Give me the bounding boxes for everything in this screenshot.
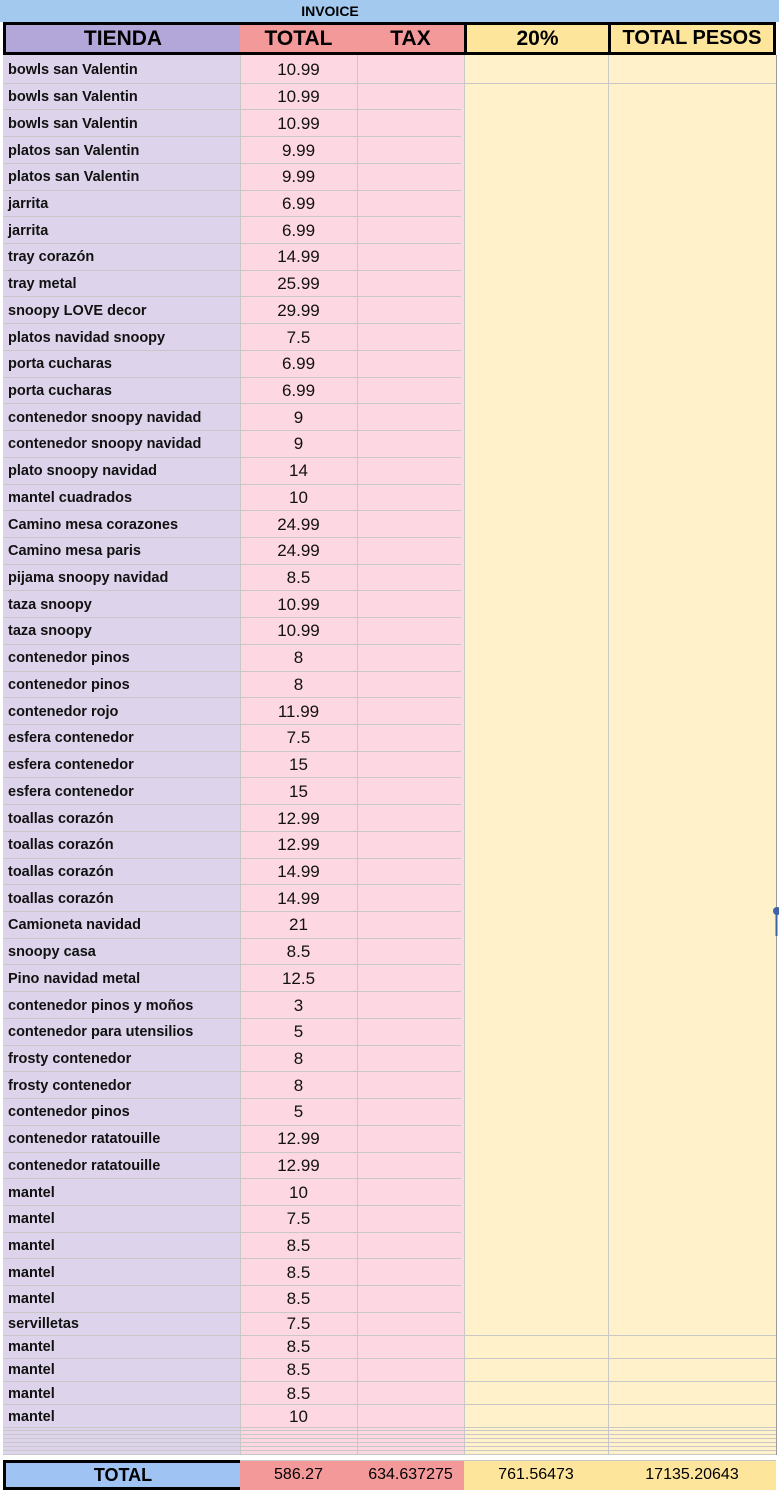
drag-handle-icon[interactable] bbox=[771, 906, 779, 936]
item-name-cell[interactable]: contenedor pinos y moños bbox=[8, 997, 194, 1014]
item-name-cell[interactable]: taza snoopy bbox=[8, 596, 92, 613]
table-row[interactable] bbox=[3, 110, 776, 137]
item-total-cell[interactable]: 7.5 bbox=[286, 1209, 311, 1229]
table-row[interactable] bbox=[3, 404, 776, 431]
table-row[interactable] bbox=[3, 1313, 776, 1336]
item-total-cell[interactable]: 10.99 bbox=[277, 113, 320, 133]
item-name-cell[interactable]: Camino mesa corazones bbox=[8, 516, 179, 533]
table-row[interactable] bbox=[3, 511, 776, 538]
table-row[interactable] bbox=[3, 1359, 776, 1382]
item-name-cell[interactable]: taza snoopy bbox=[8, 623, 92, 640]
table-row[interactable] bbox=[3, 565, 776, 592]
table-row[interactable] bbox=[3, 1019, 776, 1046]
footer-20-percent-value[interactable]: 761.56473 bbox=[464, 1460, 608, 1490]
table-row[interactable] bbox=[3, 378, 776, 405]
item-name-cell[interactable]: plato snoopy navidad bbox=[8, 463, 158, 480]
item-total-cell[interactable]: 8.5 bbox=[286, 1383, 311, 1403]
item-name-cell[interactable]: contenedor ratatouille bbox=[8, 1131, 161, 1148]
item-name-cell[interactable]: porta cucharas bbox=[8, 356, 112, 373]
item-total-cell[interactable]: 10 bbox=[289, 1182, 308, 1202]
table-row[interactable] bbox=[3, 1382, 776, 1405]
item-name-cell[interactable]: platos san Valentin bbox=[8, 142, 140, 159]
item-name-cell[interactable]: esfera contenedor bbox=[8, 757, 134, 774]
empty-row-line bbox=[3, 1446, 776, 1447]
item-total-cell[interactable]: 12.99 bbox=[277, 1155, 320, 1175]
item-total-cell[interactable]: 5 bbox=[293, 1102, 304, 1122]
table-row[interactable] bbox=[3, 645, 776, 672]
table-row[interactable] bbox=[3, 137, 776, 164]
item-name-cell[interactable]: toallas corazón bbox=[8, 890, 114, 907]
item-name-cell[interactable]: toallas corazón bbox=[8, 863, 114, 880]
item-total-cell[interactable]: 10 bbox=[289, 1406, 308, 1426]
item-total-cell[interactable]: 14.99 bbox=[277, 888, 320, 908]
empty-row-line bbox=[3, 1434, 776, 1435]
item-name-cell[interactable]: contenedor snoopy navidad bbox=[8, 409, 202, 426]
item-total-cell[interactable]: 9 bbox=[293, 434, 304, 454]
table-row[interactable] bbox=[3, 244, 776, 271]
table-row[interactable] bbox=[3, 297, 776, 324]
item-name-cell[interactable]: jarrita bbox=[8, 222, 49, 239]
table-row[interactable] bbox=[3, 992, 776, 1019]
item-name-cell[interactable]: mantel bbox=[8, 1291, 55, 1308]
item-name-cell[interactable]: toallas corazón bbox=[8, 810, 114, 827]
item-total-cell[interactable]: 12.99 bbox=[277, 1129, 320, 1149]
item-name-cell[interactable]: mantel bbox=[8, 1362, 55, 1379]
item-total-cell[interactable]: 9 bbox=[293, 407, 304, 427]
item-name-cell[interactable]: porta cucharas bbox=[8, 382, 112, 399]
table-row[interactable] bbox=[3, 324, 776, 351]
table-row[interactable] bbox=[3, 57, 776, 84]
item-total-cell[interactable]: 10 bbox=[289, 487, 308, 507]
item-name-cell[interactable]: contenedor rojo bbox=[8, 703, 119, 720]
empty-row-line bbox=[3, 1438, 776, 1439]
item-total-cell[interactable]: 8.5 bbox=[286, 1360, 311, 1380]
item-total-cell[interactable]: 7.5 bbox=[286, 327, 311, 347]
table-row[interactable] bbox=[3, 1206, 776, 1233]
item-total-cell[interactable]: 7.5 bbox=[286, 728, 311, 748]
item-name-cell[interactable]: snoopy casa bbox=[8, 944, 96, 961]
empty-row-line bbox=[3, 1454, 776, 1455]
item-name-cell[interactable]: mantel bbox=[8, 1238, 55, 1255]
table-row[interactable] bbox=[3, 859, 776, 886]
item-name-cell[interactable]: mantel bbox=[8, 1385, 55, 1402]
item-total-cell[interactable]: 10.99 bbox=[277, 87, 320, 107]
item-total-cell[interactable]: 8.5 bbox=[286, 1289, 311, 1309]
item-total-cell[interactable]: 15 bbox=[289, 781, 308, 801]
item-total-cell[interactable]: 5 bbox=[293, 1022, 304, 1042]
item-name-cell[interactable]: esfera contenedor bbox=[8, 730, 134, 747]
table-row[interactable] bbox=[3, 1405, 776, 1428]
table-row[interactable] bbox=[3, 1153, 776, 1180]
item-name-cell[interactable]: frosty contenedor bbox=[8, 1077, 132, 1094]
header-tax[interactable]: TAX bbox=[357, 22, 464, 55]
item-total-cell[interactable]: 14.99 bbox=[277, 247, 320, 267]
item-total-cell[interactable]: 8.5 bbox=[286, 1236, 311, 1256]
item-name-cell[interactable]: contenedor ratatouille bbox=[8, 1157, 161, 1174]
item-name-cell[interactable]: pijama snoopy navidad bbox=[8, 570, 169, 587]
table-row[interactable] bbox=[3, 217, 776, 244]
table-row[interactable] bbox=[3, 1046, 776, 1073]
item-name-cell[interactable]: snoopy LOVE decor bbox=[8, 302, 147, 319]
table-row[interactable] bbox=[3, 164, 776, 191]
table-row[interactable] bbox=[3, 939, 776, 966]
empty-row-line bbox=[3, 1450, 776, 1451]
table-row[interactable] bbox=[3, 538, 776, 565]
item-name-cell[interactable]: tray corazón bbox=[8, 249, 95, 266]
header-total-pesos[interactable]: TOTAL PESOS bbox=[608, 22, 776, 55]
table-row[interactable] bbox=[3, 805, 776, 832]
footer-total-label[interactable]: TOTAL bbox=[3, 1460, 243, 1490]
row-divider bbox=[3, 1427, 776, 1428]
table-row[interactable] bbox=[3, 1286, 776, 1313]
footer-total-pesos-value[interactable]: 17135.20643 bbox=[608, 1460, 776, 1490]
item-total-cell[interactable]: 8.5 bbox=[286, 1262, 311, 1282]
table-row[interactable] bbox=[3, 912, 776, 939]
item-total-cell[interactable]: 14 bbox=[289, 461, 308, 481]
empty-row-line bbox=[3, 1442, 776, 1443]
header-total[interactable]: TOTAL bbox=[240, 22, 360, 55]
item-total-cell[interactable]: 12.99 bbox=[277, 835, 320, 855]
item-name-cell[interactable]: toallas corazón bbox=[8, 837, 114, 854]
footer-tax-value[interactable]: 634.637275 bbox=[357, 1460, 464, 1490]
item-total-cell[interactable]: 10.99 bbox=[277, 594, 320, 614]
item-total-cell[interactable]: 10.99 bbox=[277, 621, 320, 641]
table-row[interactable] bbox=[3, 698, 776, 725]
item-total-cell[interactable]: 24.99 bbox=[277, 514, 320, 534]
table-row[interactable] bbox=[3, 1336, 776, 1359]
table-row[interactable] bbox=[3, 351, 776, 378]
item-name-cell[interactable]: Pino navidad metal bbox=[8, 970, 141, 987]
item-name-cell[interactable]: mantel bbox=[8, 1264, 55, 1281]
item-name-cell[interactable]: contenedor para utensilios bbox=[8, 1024, 194, 1041]
item-total-cell[interactable]: 8 bbox=[293, 1048, 304, 1068]
table-row[interactable] bbox=[3, 1179, 776, 1206]
item-name-cell[interactable]: platos san Valentin bbox=[8, 169, 140, 186]
footer-total-value[interactable]: 586.27 bbox=[240, 1460, 357, 1490]
item-name-cell[interactable]: jarrita bbox=[8, 195, 49, 212]
item-total-cell[interactable]: 6.99 bbox=[281, 193, 316, 213]
item-total-cell[interactable]: 9.99 bbox=[281, 140, 316, 160]
item-name-cell[interactable]: esfera contenedor bbox=[8, 783, 134, 800]
empty-row-line bbox=[3, 1430, 776, 1431]
table-row[interactable] bbox=[3, 84, 776, 111]
item-total-cell[interactable]: 6.99 bbox=[281, 380, 316, 400]
item-name-cell[interactable]: mantel bbox=[8, 1339, 55, 1356]
table-row[interactable] bbox=[3, 458, 776, 485]
item-name-cell[interactable]: bowls san Valentin bbox=[8, 115, 138, 132]
table-row[interactable] bbox=[3, 752, 776, 779]
item-total-cell[interactable]: 24.99 bbox=[277, 541, 320, 561]
item-name-cell[interactable]: bowls san Valentin bbox=[8, 89, 138, 106]
table-row[interactable] bbox=[3, 1099, 776, 1126]
table-row[interactable] bbox=[3, 725, 776, 752]
header-tienda[interactable]: TIENDA bbox=[3, 22, 243, 55]
item-total-cell[interactable]: 8.5 bbox=[286, 942, 311, 962]
table-row[interactable] bbox=[3, 778, 776, 805]
item-name-cell[interactable]: contenedor snoopy navidad bbox=[8, 436, 202, 453]
table-row[interactable] bbox=[3, 1259, 776, 1286]
item-total-cell[interactable]: 10.99 bbox=[277, 60, 320, 80]
table-row[interactable] bbox=[3, 1126, 776, 1153]
item-name-cell[interactable]: mantel bbox=[8, 1408, 55, 1425]
item-name-cell[interactable]: contenedor pinos bbox=[8, 676, 130, 693]
table-row[interactable] bbox=[3, 191, 776, 218]
item-total-cell[interactable]: 9.99 bbox=[281, 167, 316, 187]
item-total-cell[interactable]: 29.99 bbox=[277, 300, 320, 320]
table-row[interactable] bbox=[3, 1072, 776, 1099]
grid-line bbox=[776, 55, 777, 1455]
table-row[interactable] bbox=[3, 832, 776, 859]
item-total-cell[interactable]: 8.5 bbox=[286, 568, 311, 588]
item-total-cell[interactable]: 8 bbox=[293, 1075, 304, 1095]
item-name-cell[interactable]: mantel bbox=[8, 1184, 55, 1201]
table-row[interactable] bbox=[3, 618, 776, 645]
item-total-cell[interactable]: 7.5 bbox=[286, 1314, 311, 1334]
table-row[interactable] bbox=[3, 1233, 776, 1260]
item-name-cell[interactable]: contenedor pinos bbox=[8, 1104, 130, 1121]
header-20-percent[interactable]: 20% bbox=[464, 22, 611, 55]
item-total-cell[interactable]: 12.5 bbox=[281, 968, 316, 988]
item-total-cell[interactable]: 8.5 bbox=[286, 1337, 311, 1357]
item-name-cell[interactable]: platos navidad snoopy bbox=[8, 329, 166, 346]
invoice-title: INVOICE bbox=[301, 3, 359, 19]
item-total-cell[interactable]: 8 bbox=[293, 648, 304, 668]
item-name-cell[interactable]: frosty contenedor bbox=[8, 1050, 132, 1067]
item-name-cell[interactable]: servilletas bbox=[8, 1316, 79, 1333]
item-name-cell[interactable]: Camino mesa paris bbox=[8, 543, 141, 560]
item-name-cell[interactable]: Camioneta navidad bbox=[8, 917, 141, 934]
sheet-left-edge bbox=[0, 55, 3, 1495]
item-total-cell[interactable]: 21 bbox=[289, 915, 308, 935]
table-row[interactable] bbox=[3, 485, 776, 512]
table-row[interactable] bbox=[3, 431, 776, 458]
table-row[interactable] bbox=[3, 672, 776, 699]
item-total-cell[interactable]: 14.99 bbox=[277, 861, 320, 881]
item-name-cell[interactable]: mantel bbox=[8, 1211, 55, 1228]
table-row[interactable] bbox=[3, 965, 776, 992]
item-total-cell[interactable]: 25.99 bbox=[277, 274, 320, 294]
item-name-cell[interactable]: tray metal bbox=[8, 276, 77, 293]
item-total-cell[interactable]: 3 bbox=[293, 995, 304, 1015]
item-total-cell[interactable]: 6.99 bbox=[281, 354, 316, 374]
table-row[interactable] bbox=[3, 271, 776, 298]
item-name-cell[interactable]: mantel cuadrados bbox=[8, 489, 133, 506]
item-total-cell[interactable]: 15 bbox=[289, 755, 308, 775]
item-name-cell[interactable]: contenedor pinos bbox=[8, 650, 130, 667]
item-total-cell[interactable]: 6.99 bbox=[281, 220, 316, 240]
item-name-cell[interactable]: bowls san Valentin bbox=[8, 62, 138, 79]
table-row[interactable] bbox=[3, 591, 776, 618]
table-row[interactable] bbox=[3, 885, 776, 912]
item-total-cell[interactable]: 12.99 bbox=[277, 808, 320, 828]
item-total-cell[interactable]: 11.99 bbox=[277, 701, 320, 721]
item-total-cell[interactable]: 8 bbox=[293, 674, 304, 694]
